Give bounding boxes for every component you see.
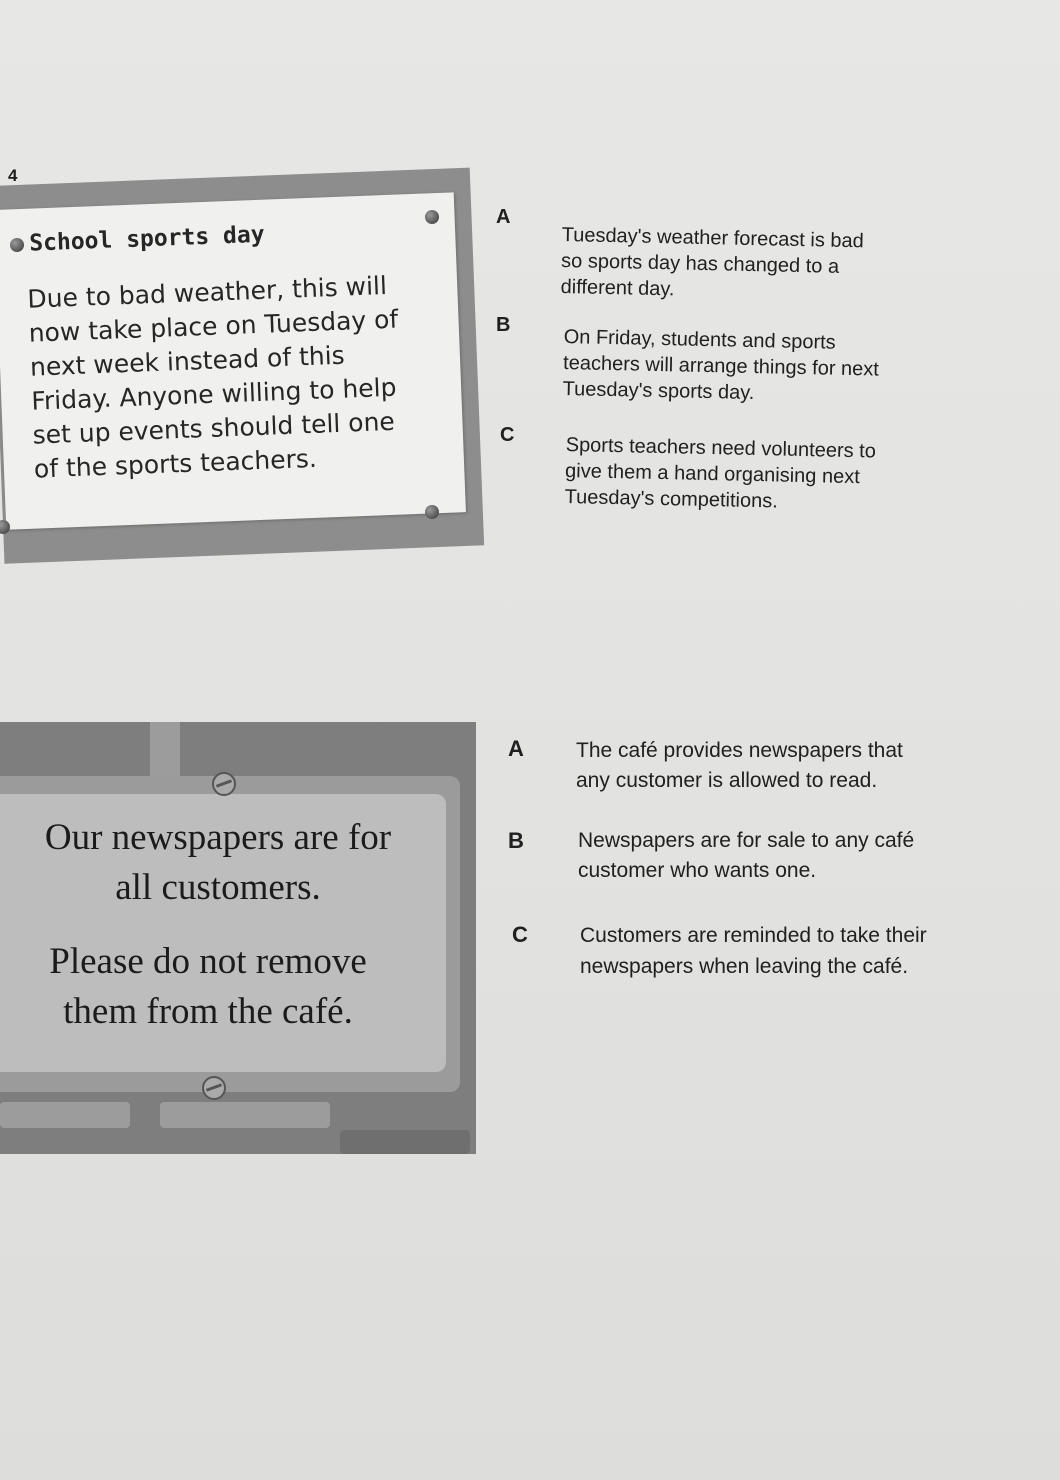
- option-line: any customer is allowed to read.: [576, 769, 878, 792]
- board-stripe: [150, 722, 180, 782]
- option-line: teachers will arrange things for next: [562, 351, 880, 381]
- option-b-text[interactable]: [578, 826, 914, 886]
- sports-day-notice: [0, 192, 466, 529]
- pushpin-icon: [425, 210, 439, 224]
- option-line: so sports day has changed to a: [560, 249, 840, 278]
- option-c-text[interactable]: [564, 432, 876, 516]
- notice-line: Due to bad weather, this will: [26, 270, 388, 314]
- option-line: Tuesday's sports day.: [562, 377, 755, 404]
- screw-icon: [212, 772, 236, 796]
- question-number: 4: [8, 166, 18, 185]
- cafe-notice-line: Our newspapers are for: [44, 817, 392, 858]
- option-b-letter: B: [508, 828, 524, 853]
- notice-line: Friday. Anyone willing to help: [30, 372, 397, 416]
- option-line: Sports teachers need volunteers to: [565, 433, 877, 463]
- board-stripe: [0, 1102, 130, 1128]
- notice-title: School sports day: [28, 221, 266, 257]
- board-stripe: [340, 1130, 470, 1154]
- pushpin-icon: [425, 505, 439, 519]
- notice-line: of the sports teachers.: [33, 443, 318, 484]
- option-b-text[interactable]: [562, 324, 879, 409]
- cafe-notice-line: them from the café.: [63, 991, 353, 1032]
- option-a-letter: A: [496, 206, 511, 228]
- notice-line: set up events should tell one: [32, 406, 396, 450]
- option-line: Tuesday's competitions.: [564, 485, 779, 513]
- notice-line: next week instead of this: [29, 340, 346, 382]
- option-c-letter: C: [500, 424, 515, 446]
- option-line: give them a hand organising next: [564, 459, 860, 489]
- pushpin-icon: [10, 238, 24, 252]
- option-b-letter: B: [496, 314, 511, 336]
- option-c-text[interactable]: [580, 920, 927, 982]
- option-line: different day.: [560, 275, 675, 301]
- cafe-notice-line: all customers.: [115, 867, 321, 908]
- option-line: Newspapers are for sale to any café: [578, 829, 915, 852]
- option-c-letter: C: [512, 922, 528, 947]
- board-stripe: [160, 1102, 330, 1128]
- option-line: Customers are reminded to take their: [580, 924, 927, 947]
- option-a-text[interactable]: [560, 222, 864, 306]
- option-line: customer who wants one.: [578, 859, 817, 882]
- option-line: The café provides newspapers that: [576, 739, 903, 762]
- option-line: Tuesday's weather forecast is bad: [561, 223, 865, 253]
- option-a-letter: A: [508, 736, 524, 761]
- notice-body: [27, 267, 455, 487]
- option-line: On Friday, students and sports: [563, 325, 836, 354]
- cafe-notice-line: Please do not remove: [49, 941, 367, 982]
- option-a-text[interactable]: [576, 736, 903, 796]
- notice-line: now take place on Tuesday of: [28, 304, 399, 348]
- option-line: newspapers when leaving the café.: [580, 955, 909, 978]
- screw-icon: [202, 1076, 226, 1100]
